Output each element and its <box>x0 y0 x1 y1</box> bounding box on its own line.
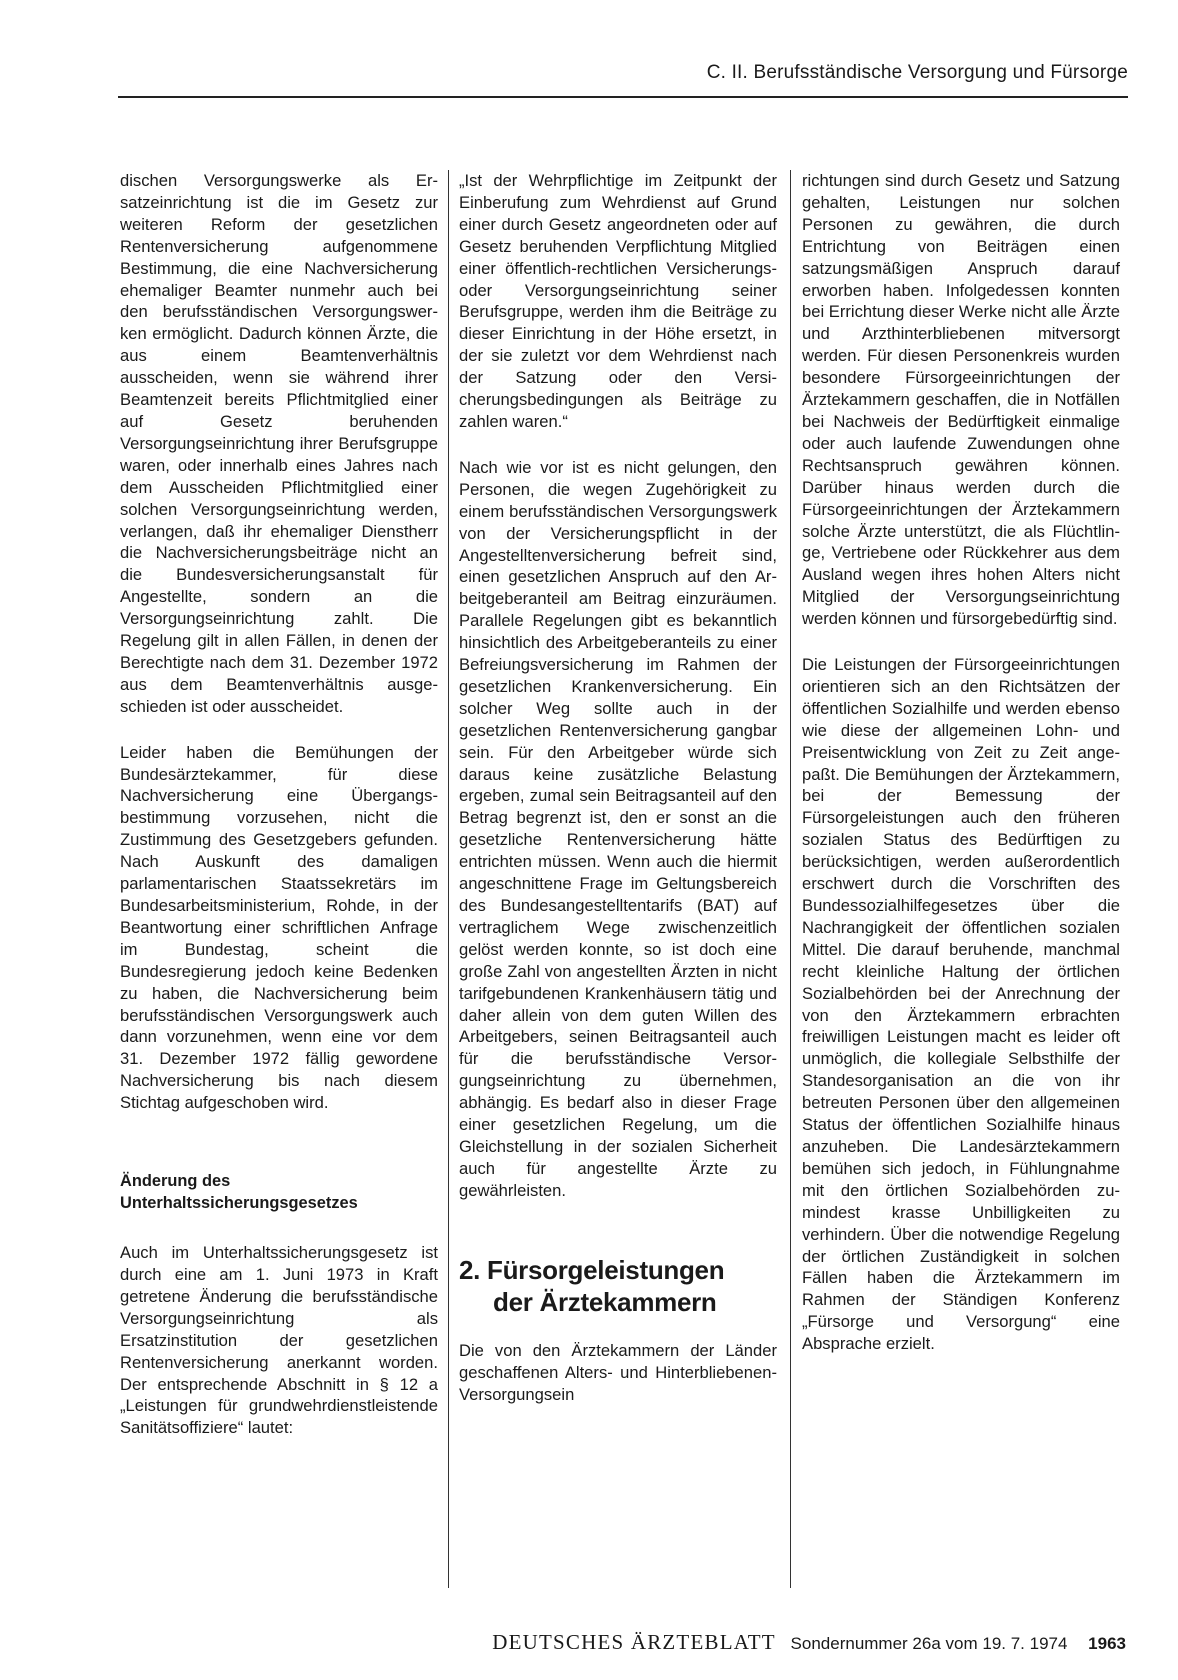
column-divider <box>790 170 791 1588</box>
section-heading-line: 2. Fürsorgeleistungen <box>459 1254 725 1285</box>
paragraph: dischen Versorgungswerke als Ersatzeinrichtung ist die im Gesetz zur weiteren Reform der gesetzlichen Rentenversicherung aufgenommene Bestimmung, die eine Nachversicherung ehemaliger Beamter nunmehr auch bei den berufsständischen Versorgungswerken ermöglicht. Dadurch können Ärzte, die aus einem Beamtenverhältnis ausscheiden, wenn sie während ihrer Beamtenzeit bereits Pflichtmitglied einer auf Gesetz beruhenden Versorgungseinrichtung ihrer Berufsgruppe waren, oder innerhalb eines Jahres nach dem Ausscheiden Pflichtmitglied einer solchen Versorgungseinrichtung werden, verlangen, daß ihr ehemaliger Dienstherr die Nachversicherungsbeiträge nicht an die Bundesversicherungsanstalt für Angestellte, sondern an die Versorgungseinrichtung zahlt. Die Regelung gilt in allen Fällen, in denen der Berechtigte nach dem 31. Dezember 1972 aus dem Beamtenverhältnis ausgeschieden ist oder ausscheidet. <box>120 171 438 716</box>
column-1 <box>120 170 438 1463</box>
page-footer <box>420 1630 1126 1655</box>
paragraph: Leider haben die Bemühungen der Bundesärztekammer, für diese Nachversicherung eine Übergangsbestimmung vorzusehen, nicht die Zustimmung des Gesetzgebers gefunden. Nach Auskunft des damaligen parlamentarischen Staatssekretärs im Bundesarbeitsministerium, Rohde, in der Beantwortung einer schriftlichen Anfrage im Bundestag, scheint die Bundesregierung jedoch keine Bedenken zu haben, die Nachversicherung beim berufsständischen Versorgungswerk auch dann vorzunehmen, wenn eine vor dem 31. Dezember 1972 fällig gewordene Nachversicherung bis nach diesem Stichtag aufgeschoben wird. <box>120 742 438 1113</box>
section-heading-line: der Ärztekammern <box>493 1286 717 1317</box>
subheading-line: Änderung des <box>120 1172 231 1191</box>
subheading-line: Unterhaltssicherungsgesetzes <box>120 1194 358 1213</box>
column-divider <box>448 170 449 1588</box>
running-title: C. II. Berufsständische Versorgung und Fürsorge <box>706 62 1128 83</box>
paragraph: Auch im Unterhaltssicherungsgesetz ist durch eine am 1. Juni 1973 in Kraft getretene Änderung die berufsständische Versorgungseinrichtung als Ersatzinstitution der gesetzlichen Rentenversicherung anerkannt worden. Der entsprechende Abschnitt in § 12 a „Leistungen für grundwehrdienstleistende Sanitätsoffiziere“ lautet: <box>120 1243 438 1438</box>
paragraph: Die Leistungen der Fürsorgeeinrichtungen orientieren sich an den Richtsätzen der öffentlichen Sozialhilfe und werden ebenso wie diese der allgemeinen Lohn- und Preisentwicklung von Zeit zu Zeit angepaßt. Die Bemühungen der Ärztekammern, bei der Bemessung der Fürsorgeleistungen auch den früheren sozialen Status des Bedürftigen zu berücksichtigen, werden außerordentlich erschwert durch die Vorschriften des Bundessozialhilfegesetzes über die Nachrangigkeit der öffentlichen sozialen Mittel. Die darauf beruhende, manchmal recht kleinliche Haltung der örtlichen Sozialbehörden bei der Anrechnung der von den Ärztekammern erbrachten freiwilligen Leistungen macht es leider oft unmöglich, die kollegiale Selbsthilfe der Standesorganisation an die von ihr betreuten Personen über den allgemeinen Status der öffentlichen Sozialhilfe hinaus anzuheben. Die Landesärztekammern bemühen sich jedoch, in Fühlungnahme mit den örtlichen Sozialbehörden zumindest krasse Unbilligkeiten zu verhindern. Über die notwendige Regelung der örtlichen Zuständigkeit in solchen Fällen haben die Ärztekammern im Rahmen der Ständigen Konferenz „Fürsorge und Versorgung“ eine Absprache erzielt. <box>802 655 1120 1354</box>
issue-info: Sondernummer 26a vom 19. 7. 1974 <box>790 1634 1068 1653</box>
running-header <box>118 62 1128 98</box>
paragraph: richtungen sind durch Gesetz und Satzung gehalten, Leistungen nur solchen Personen zu gewähren, die durch Entrichtung von Beiträgen einen satzungsmäßigen Anspruch darauf erworben haben. Infolgedessen konnten bei Errichtung dieser Werke nicht alle Ärzte und Arzthinterbliebenen mitversorgt werden. Für diesen Personenkreis wurden besondere Fürsorgeeinrichtungen der Ärztekammern geschaffen, die in Notfällen bei Nachweis der Bedürftigkeit einmalige oder auch laufende Zuwendungen ohne Rechtsanspruch gewähren können. Darüber hinaus werden durch die Fürsorgeeinrichtungen der Ärztekammern solche Ärzte unterstützt, die als Flüchtlinge, Vertriebene oder Rückkehrer aus dem Ausland wegen ihres hohen Alters nicht Mitglied der Versorgungseinrichtung werden können und fürsorgebedürftig sind. <box>802 171 1120 629</box>
paragraph: Die von den Ärztekammern der Länder geschaffenen Alters- und Hinterbliebenen-Versorgungsein <box>459 1340 777 1404</box>
subheading <box>120 1170 438 1214</box>
paragraph: Nach wie vor ist es nicht gelungen, den Personen, die wegen Zugehörigkeit zu einem berufsständischen Versorgungswerk von der Versicherungspflicht in der Angestelltenversicherung befreit sind, einen gesetzlichen Anspruch auf den Arbeitgeberanteil am Beitrag einzuräumen. Parallele Regelungen gibt es bekanntlich hinsichtlich des Arbeitgeberanteils zu einer Befreiungsversicherung im Rahmen der gesetzlichen Krankenversicherung. Ein solcher Weg sollte auch in der gesetzlichen Rentenversicherung gangbar sein. Für den Arbeitgeber würde sich daraus keine zusätzliche Belastung ergeben, zumal sein Beitragsanteil auf den Betrag begrenzt ist, den er sonst an die gesetzliche Rentenversicherung hätte entrichten müssen. Wenn auch die hiermit angeschnittene Frage im Geltungsbereich des Bundesangestelltentarifs (BAT) auf vertraglichem Wege zwischenzeitlich gelöst werden konnte, so ist doch eine große Zahl von angestellten Ärzten in nicht tarifgebundenen Krankenhäusern tätig und daher allein von dem guten Willen des Arbeitgebers, seinen Beitragsanteil auch für die berufsständische Versorgungseinrichtung zu übernehmen, abhängig. Es bedarf also in dieser Frage einer gesetzlichen Regelung, um die Gleichstellung in der sozialen Sicherheit auch für angestellte Ärzte zu gewährleisten. <box>459 457 777 1200</box>
column-3 <box>802 170 1120 1379</box>
section-heading <box>459 1254 777 1318</box>
page-number: 1963 <box>1088 1634 1126 1653</box>
paragraph-quote: „Ist der Wehrpflichtige im Zeitpunkt der Einberufung zum Wehrdienst auf Grund einer durch Gesetz angeordneten oder auf Gesetz beruhenden Verpflichtung Mitglied einer öffentlich-rechtlichen Versicherungs- oder Versorgungseinrichtung seiner Berufsgruppe, werden ihm die Beiträge zu dieser Einrichtung in der Höhe ersetzt, in der sie zuletzt vor dem Wehrdienst nach der Satzung oder den Versicherungsbedingungen als Beiträge zu zahlen waren.“ <box>459 171 777 431</box>
journal-name: DEUTSCHES ÄRZTEBLATT <box>492 1630 776 1654</box>
column-2 <box>459 170 777 1429</box>
